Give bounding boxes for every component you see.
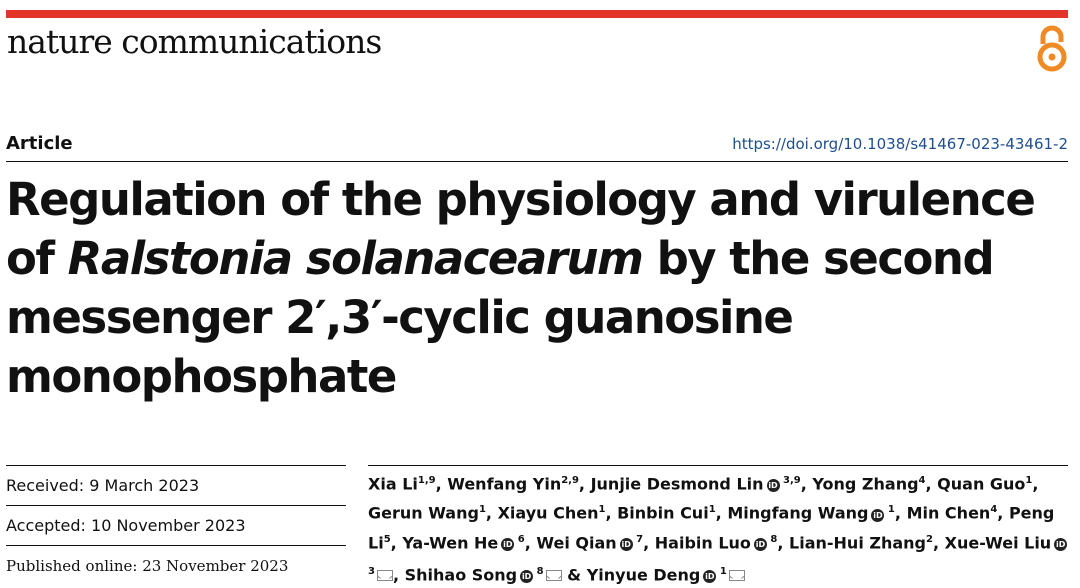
author-affiliation: 1: [598, 504, 606, 516]
author-affiliation: 1: [708, 504, 716, 516]
article-title: Regulation of the physiology and virulence of Ralstonia solanacearum by the second messenger 2′,3′-cyclic guanosine monophosphate: [6, 173, 1035, 403]
author-name[interactable]: Quan Guo: [937, 474, 1026, 494]
author-affiliation: 3,9: [779, 475, 801, 486]
author-affiliation: 3: [368, 565, 375, 577]
author-affiliation: 5: [383, 533, 391, 545]
author-name[interactable]: Mingfang Wang: [727, 503, 869, 523]
orcid-icon[interactable]: iD: [621, 539, 631, 549]
author-name[interactable]: Xiayu Chen: [497, 503, 599, 523]
mail-icon[interactable]: [729, 570, 745, 581]
orcid-icon[interactable]: iD: [768, 481, 778, 491]
journal-name[interactable]: nature communications: [7, 22, 382, 61]
author-affiliation: 1,9: [417, 475, 436, 486]
orcid-icon[interactable]: iD: [873, 510, 883, 520]
orcid-icon[interactable]: iD: [755, 539, 766, 549]
author-affiliation: 1: [478, 504, 486, 516]
author-name[interactable]: Shihao Song: [404, 565, 518, 585]
dates-divider: [6, 505, 346, 506]
orcid-icon[interactable]: iD: [705, 572, 715, 582]
author-name[interactable]: Lian-Hui Zhang: [789, 532, 927, 552]
author-affiliation: 2: [926, 533, 933, 545]
author-name[interactable]: Min Chen: [906, 503, 991, 523]
header-divider: [6, 161, 1068, 162]
author-affiliation: 1: [1025, 475, 1033, 486]
authors-divider: [368, 465, 1068, 466]
author-name[interactable]: Haibin Luo: [654, 532, 751, 552]
author-affiliation: 4: [990, 504, 998, 516]
author-name[interactable]: Junjie Desmond Lin: [590, 474, 764, 494]
dates-divider: [6, 545, 346, 546]
author-list: Xia Li$^{1,9}$, Wenfang Yin$^{2,9}$, Junjie Desmond Lin iD $^{3,9}$, Yong Zhang$^4$, Quan Guo$^1$, Gerun Wang$^1$, Xiayu Chen$^1$, Binbin Cui$^1$, Mingfang Wang iD $^1$, Min Chen$^4$, Peng Li$^5$, Ya-Wen He iD $^6$, Wei Qian iD $^7$, Haibin Luo iD $^8$, Lian-Hui Zhang$^2$, Xue-Wei Liu iD $^3$ , Shihao Song iD $^8$ & Yinyue Deng iD $^1$: [368, 474, 1066, 585]
mail-icon[interactable]: [377, 570, 393, 581]
author-affiliation: 8: [766, 533, 778, 545]
author-affiliation: 4: [918, 475, 926, 486]
doi-link[interactable]: https://doi.org/10.1038/s41467-023-43461-2: [732, 135, 1068, 153]
author-name[interactable]: Binbin Cui: [617, 503, 709, 523]
published-date: Published online: 23 November 2023: [6, 557, 289, 575]
author-name[interactable]: Wei Qian: [536, 532, 617, 552]
accepted-date: Accepted: 10 November 2023: [6, 516, 246, 535]
orcid-icon[interactable]: iD: [503, 539, 513, 549]
author-name[interactable]: Wenfang Yin: [447, 474, 562, 494]
author-affiliation: 8: [533, 565, 544, 577]
author-name[interactable]: Ya-Wen He: [402, 532, 499, 552]
author-name[interactable]: Xue-Wei Liu: [944, 532, 1052, 552]
author-affiliation: 2,9: [561, 475, 579, 486]
author-affiliation: 1: [884, 504, 895, 516]
author-name[interactable]: Gerun Wang: [368, 503, 479, 523]
author-name[interactable]: Yong Zhang: [812, 474, 919, 494]
dates-divider: [6, 465, 346, 466]
orcid-icon[interactable]: iD: [1056, 539, 1066, 549]
author-name[interactable]: Peng Li: [368, 503, 1055, 552]
mail-icon[interactable]: [546, 570, 562, 581]
author-affiliation: 1: [716, 565, 727, 577]
article-type: Article: [6, 133, 73, 154]
author-name[interactable]: Xia Li: [368, 474, 418, 494]
author-affiliation: 6: [514, 533, 525, 545]
open-access-icon: [1034, 24, 1070, 74]
top-accent-bar: [6, 10, 1068, 18]
orcid-icon[interactable]: iD: [521, 572, 532, 582]
author-name[interactable]: Yinyue Deng: [586, 565, 701, 585]
author-affiliation: 7: [632, 533, 644, 545]
received-date: Received: 9 March 2023: [6, 476, 200, 495]
